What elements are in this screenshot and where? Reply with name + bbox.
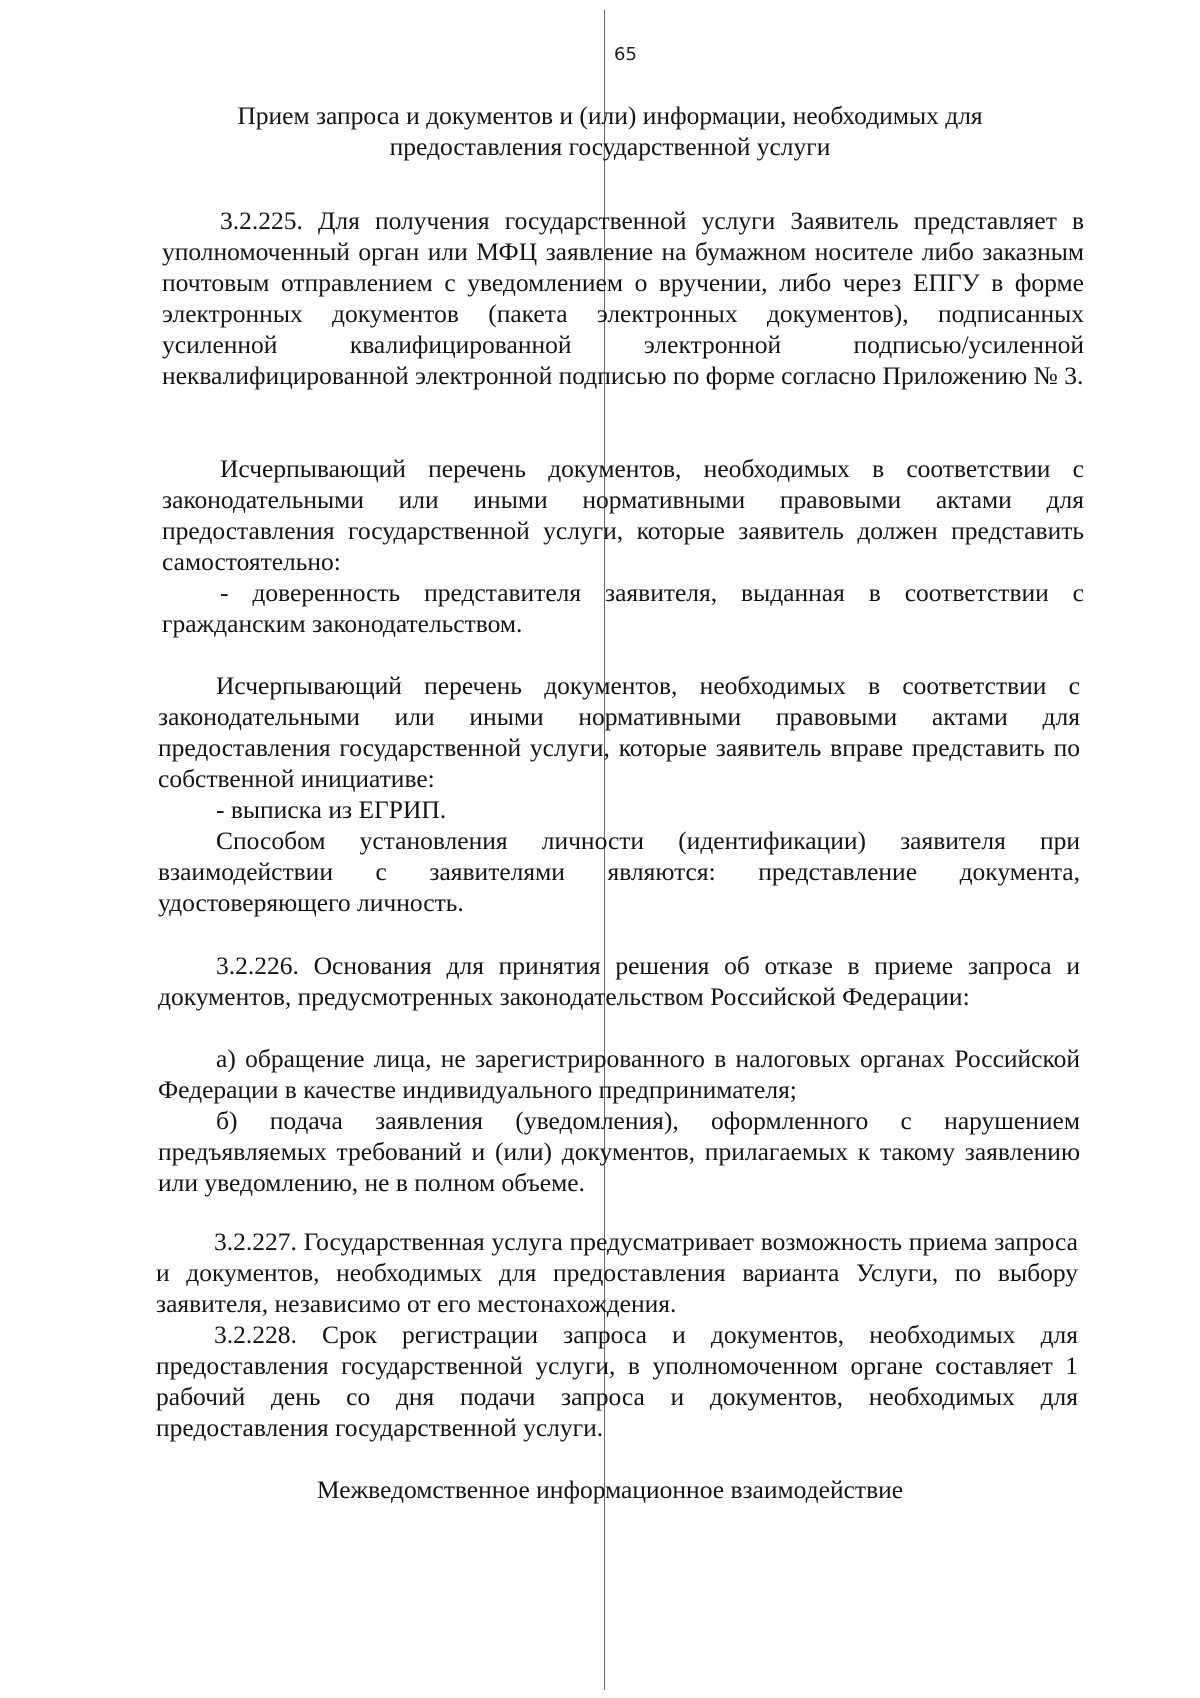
paragraph-optional-docs-list: Исчерпывающий перечень документов, необходимых в соответствии с законодательными или иными нормативными правовыми актами для предоставления государственной услуги, которые заявитель вправе представить по собственной инициативе: [158, 671, 1080, 793]
paragraph-3-2-228: 3.2.228. Срок регистрации запроса и документов, необходимых для предоставления государственной услуги, в уполномоченном органе составляет 1 рабочий день со дня подачи запроса и документов, необходимых для предоставления государственной услуги. [156, 1320, 1078, 1442]
paragraph-3-2-225: 3.2.225. Для получения государственной услуги Заявитель представляет в уполномоченный орган или МФЦ заявление на бумажном носителе либо заказным почтовым отправлением с уведомлением о вручении, либо через ЕПГУ в форме электронных документов (пакета электронных документов), подписанных усиленной квалифицированной электронной подписью/усиленной неквалифицированной электронной подписью по форме согласно Приложению № 3. [162, 206, 1084, 390]
paragraph-identity-method: Способом установления личности (идентификации) заявителя при взаимодействии с заявителями являются: представление документа, удостоверяющего личность. [158, 826, 1080, 917]
page-number: 65 [614, 44, 637, 65]
list-item-power-of-attorney: - доверенность представителя заявителя, выданная в соответствии с гражданским законодательством. [162, 578, 1084, 638]
paragraph-3-2-226: 3.2.226. Основания для принятия решения об отказе в приеме запроса и документов, предусмотренных законодательством Российской Федерации: [158, 951, 1080, 1011]
section-heading-reception: Прием запроса и документов и (или) информации, необходимых для предоставления государственной услуги [237, 101, 983, 161]
list-item-a: а) обращение лица, не зарегистрированного в налоговых органах Российской Федерации в качестве индивидуального предпринимателя; [158, 1044, 1080, 1104]
paragraph-3-2-227: 3.2.227. Государственная услуга предусматривает возможность приема запроса и документов, необходимых для предоставления варианта Услуги, по выбору заявителя, независимо от его местонахождения. [156, 1227, 1078, 1318]
paragraph-required-docs-list: Исчерпывающий перечень документов, необходимых в соответствии с законодательными или иными нормативными правовыми актами для предоставления государственной услуги, которые заявитель должен представить самостоятельно: [162, 454, 1084, 576]
list-item-b: б) подача заявления (уведомления), оформленного с нарушением предъявляемых требований и (или) документов, прилагаемых к такому заявлению или уведомлению, не в полном объеме. [158, 1106, 1080, 1197]
section-heading-interagency: Межведомственное информационное взаимодействие [316, 1475, 904, 1504]
list-item-egrip-extract: - выписка из ЕГРИП. [216, 795, 447, 824]
